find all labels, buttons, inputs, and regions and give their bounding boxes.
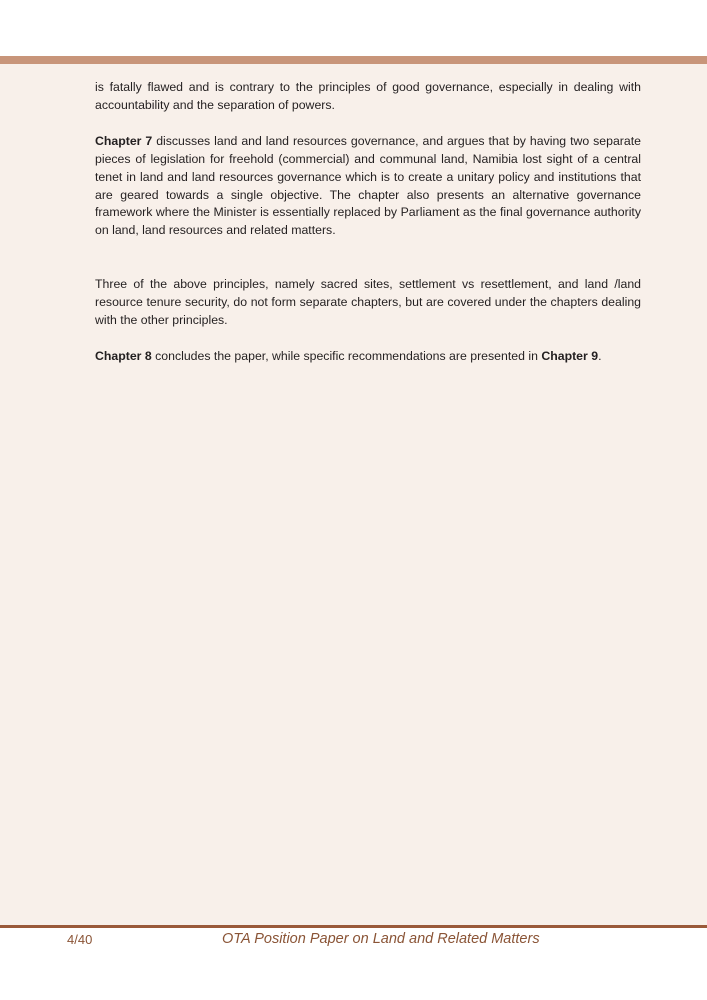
paragraph-4 xyxy=(95,348,641,366)
header-rule xyxy=(0,56,707,64)
footer-document-title: OTA Position Paper on Land and Related Matters xyxy=(222,931,540,947)
paragraph-2 xyxy=(95,133,641,240)
paragraph-4-end: . xyxy=(598,348,602,363)
paragraph-3: Three of the above principles, namely sacred sites, settlement vs resettlement, and land /land resource tenure security, do not form separate chapters, but are covered under the chapters dealing with the other principles. xyxy=(95,277,641,328)
page-header-area xyxy=(0,0,707,56)
document-content xyxy=(95,79,641,366)
chapter-8-heading: Chapter 8 xyxy=(95,348,152,363)
chapter-7-heading: Chapter 7 xyxy=(95,133,153,148)
paragraph-2-text: discusses land and land resources governance, and argues that by having two separate pieces of legislation for freehold (commercial) and communal land, Namibia lost sight of a central tenet in land and land resources governance which is to create a unitary policy and institutions that are geared towards a single objective. The chapter also presents an alternative governance framework where the Minister is essentially replaced by Parliament as the final governance authority on land, land resources and related matters. xyxy=(95,133,642,238)
chapter-9-reference: Chapter 9 xyxy=(541,348,599,363)
paragraph-1: is fatally flawed and is contrary to the principles of good governance, especially in dealing with accountability and the separation of powers. xyxy=(95,80,641,112)
paragraph-4-text: concludes the paper, while specific recommendations are presented in xyxy=(151,348,542,363)
page-number: 4/40 xyxy=(67,932,93,947)
